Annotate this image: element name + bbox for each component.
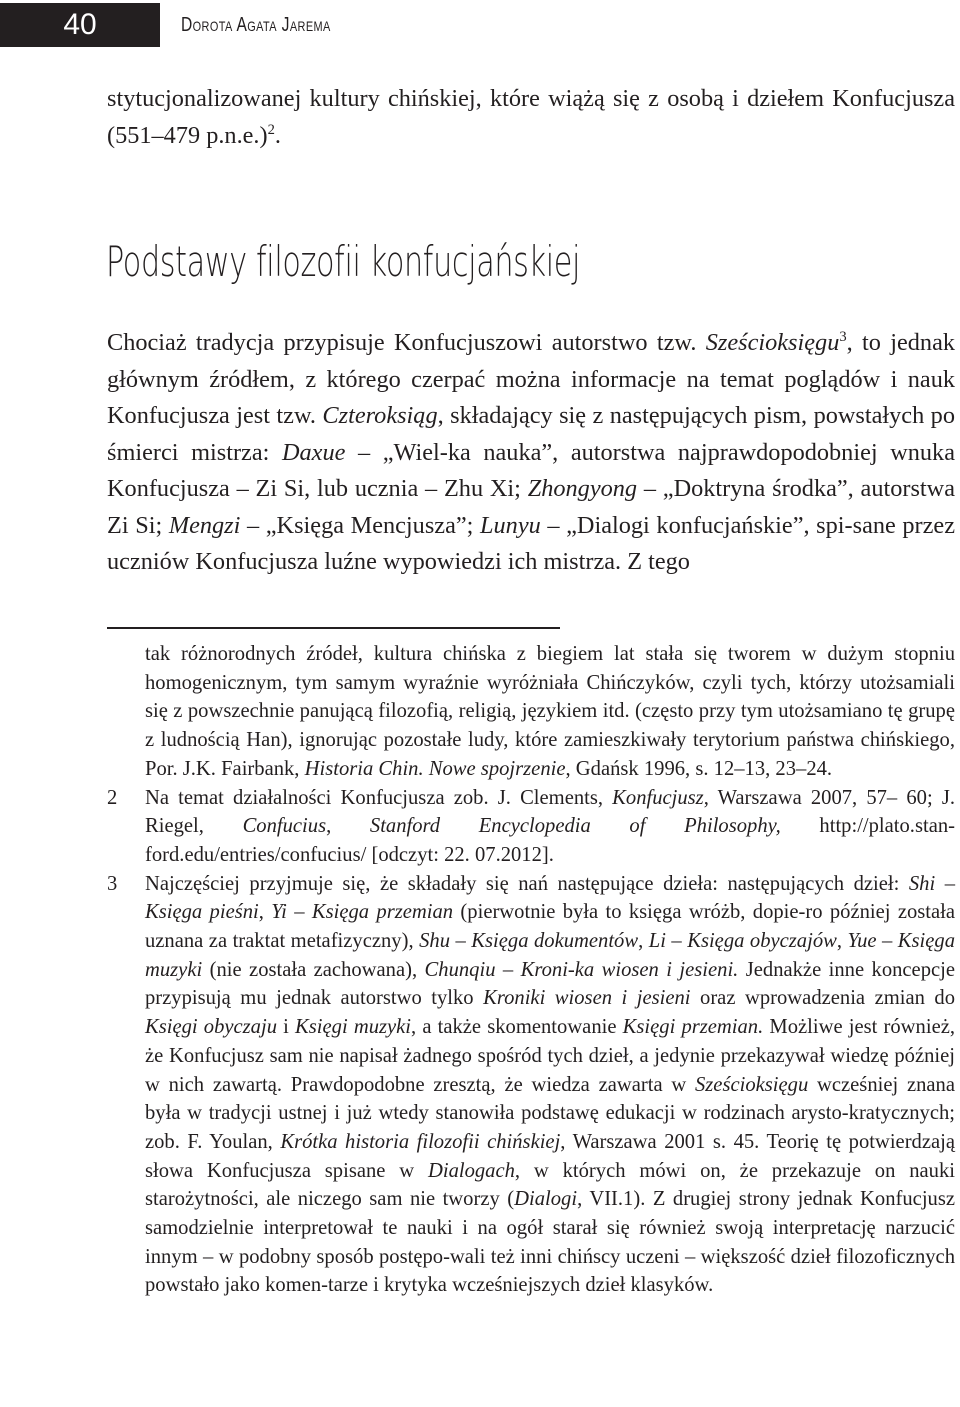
- italic-run: Dialogach: [427, 1159, 515, 1182]
- section-title: Podstawy filozofii konfucjańskiej: [106, 237, 581, 286]
- italic-run: Księgi muzyki: [295, 1016, 412, 1039]
- text-run: , składający się z następujących pism, powstałych po śmierci mistrza:: [107, 402, 955, 466]
- url-text[interactable]: http://plato.stan-ford.edu/entries/confucius/ [odczyt: 22. 07.2012].: [145, 815, 955, 866]
- text-run: Jednakże inne koncepcje przypisują mu jednak autorstwo tylko: [145, 958, 955, 1010]
- title-zhongyong: Zhongyong: [527, 475, 638, 502]
- footnotes: [107, 640, 955, 1300]
- text-run: , a także skomentowanie: [411, 1016, 623, 1039]
- footnote-ref-3[interactable]: 3: [839, 328, 847, 345]
- text-run: , VII.1). Z drugiej strony jednak Konfucjusz samodzielnie interpretował te nauki i na ogół starał się również swoją interpretację narzucić innym – w podobny sposób postępo-wali też inni chińscy uczeni – większość dzieł filozoficznych powstało jako komen-tarze i krytyka wcześniejszych dzieł klasyków.: [145, 1188, 955, 1297]
- footnote-number: 3: [107, 872, 118, 895]
- intro-line-2: Konfucjusza (551–479 p.n.e.): [107, 85, 955, 149]
- text-run: , Gdańsk 1996, s. 12–13, 23–24.: [565, 757, 833, 780]
- text-run: , w których mówi on, że przekazuje on nauki starożytności, ale niczego sam nie tworzy (: [145, 1159, 955, 1211]
- footnote-1-continued: [107, 640, 955, 784]
- italic-run: Kroniki wiosen i jesieni: [483, 987, 691, 1010]
- italic-run: Shi – Księga pieśni: [145, 872, 955, 924]
- text-run: Na temat działalności Konfucjusza zob. J. Clements,: [145, 786, 613, 809]
- title-lunyu: Lunyu: [480, 511, 541, 539]
- title-mengzi: Mengzi: [168, 511, 241, 539]
- footnote-separator: [107, 627, 560, 629]
- text-run: , to jednak głównym źródłem, z którego czerpać można informacje na temat poglądów i nauk Konfucjusza jest tzw.: [107, 329, 956, 429]
- footnote-number: 2: [107, 786, 118, 809]
- text-run: Chociaż tradycja przypisuje Konfucjuszowi autorstwo tzw.: [107, 329, 706, 356]
- italic-run: Dialogi: [514, 1188, 578, 1211]
- text-run: – „Księga Mencjusza”;: [240, 511, 481, 539]
- text-run: Możliwe jest również, że Konfucjusz sam nie napisał żadnego spośród tych dzieł, a jedynie przekazywał wiedzę później w nich zawartą. Prawdopodobne zresztą, że wiedza zawarta w: [145, 1016, 955, 1096]
- title-szescioksieg: Sześcioksięgu: [705, 329, 840, 356]
- title-czteroksiag: Czteroksiąg: [322, 402, 438, 429]
- text-run: ,: [638, 930, 649, 953]
- title-daxue: Daxue: [281, 438, 346, 466]
- text-run: wcześniej znana była w tradycji ustnej i już wtedy stanowiła podstawę edukacji w rodzinach arysto-kratycznych; zob. F. Youlan,: [145, 1073, 955, 1153]
- text-run: – „Wiel-ka nauka”, autorstwa najprawdopodobniej wnuka Konfucjusza – Zi Si, lub ucznia – Zhu Xi;: [107, 438, 955, 502]
- text-run: (nie została zachowana),: [202, 958, 425, 981]
- text-run: (pierwotnie była to księga wróżb, dopie-ro później została uznana za traktat metafizyczny),: [145, 901, 956, 953]
- footnote-text: [145, 640, 955, 784]
- italic-run: Krótka historia filozofii chińskiej: [280, 1130, 561, 1153]
- text-run: – „Doktryna środka”, autorstwa Zi Si;: [107, 475, 955, 539]
- footnote-text: [145, 784, 955, 870]
- title-historia-chin: Historia Chin. Nowe spojrzenie: [304, 757, 566, 780]
- text-run: – „Dialogi konfucjańskie”, spi-sane przez uczniów Konfucjusza luźne wypowiedzi ich mistrza. Z tego: [107, 511, 955, 575]
- title-konfucjusz: Konfucjusz: [612, 786, 704, 809]
- footnote-text: [145, 870, 955, 1301]
- intro-line-1: stytucjonalizowanej kultury chińskiej, które wiążą się z osobą i dziełem: [107, 85, 824, 112]
- page-number: 40: [0, 3, 160, 47]
- page-header: [0, 0, 960, 48]
- title-confucius: Confucius: [242, 815, 327, 838]
- italic-run: Shu – Księga dokumentów: [419, 930, 639, 953]
- running-head-author: Dorota Agata Jarema: [181, 14, 331, 36]
- footnote-number: [107, 640, 145, 784]
- text-run: oraz wprowadzenia zmian do: [690, 987, 955, 1010]
- intro-paragraph: [107, 81, 955, 154]
- italic-run: Yue – Księga muzyki: [145, 930, 956, 981]
- text-run: ,: [326, 815, 370, 838]
- intro-end: .: [274, 121, 281, 149]
- text-run: i: [277, 1016, 296, 1039]
- italic-run: Chunqiu – Kroni-ka wiosen i jesieni.: [424, 958, 739, 981]
- footnote-3: [107, 870, 955, 1301]
- italic-run: Księgi przemian.: [622, 1016, 764, 1039]
- text-run: tak różnorodnych źródeł, kultura chińska z biegiem lat stała się tworem w dużym stopniu homogenicznym, tym samym wyraźnie wyróżniała Chińczyków, czyli tych, którzy utożsamiali się z powszechnie panującą filozofią, religią, językiem itd. (często przy tym utożsamiano tę grupę z ludnością Han), ignorując pozostałe ludy, które zamieszkiwały terytorium państwa chińskiego, Por. J.K. Fairbank,: [145, 643, 955, 780]
- italic-run: Sześcioksięgu: [695, 1073, 809, 1096]
- text-run: , Warszawa 2007, 57– 60; J. Riegel,: [145, 786, 955, 838]
- text-run: ,: [836, 930, 848, 953]
- italic-run: Yi – Księga przemian: [271, 901, 454, 924]
- text-run: ,: [258, 901, 272, 924]
- text-run: , Warszawa 2001 s. 45. Teorię tę potwierdzają słowa Konfucjusza spisane w: [145, 1130, 955, 1182]
- footnote-ref-2[interactable]: 2: [267, 121, 275, 138]
- footnote-2: [107, 784, 955, 870]
- main-paragraph: [107, 325, 955, 581]
- italic-run: Li – Księga obyczajów: [648, 930, 837, 953]
- italic-run: Księgi obyczaju: [145, 1016, 277, 1039]
- title-stanford-encyclopedia: Stanford Encyclopedia of Philosophy,: [369, 815, 781, 838]
- text-run: Najczęściej przyjmuje się, że składały się nań następujące dzieła: następujących dzieł:: [145, 872, 909, 895]
